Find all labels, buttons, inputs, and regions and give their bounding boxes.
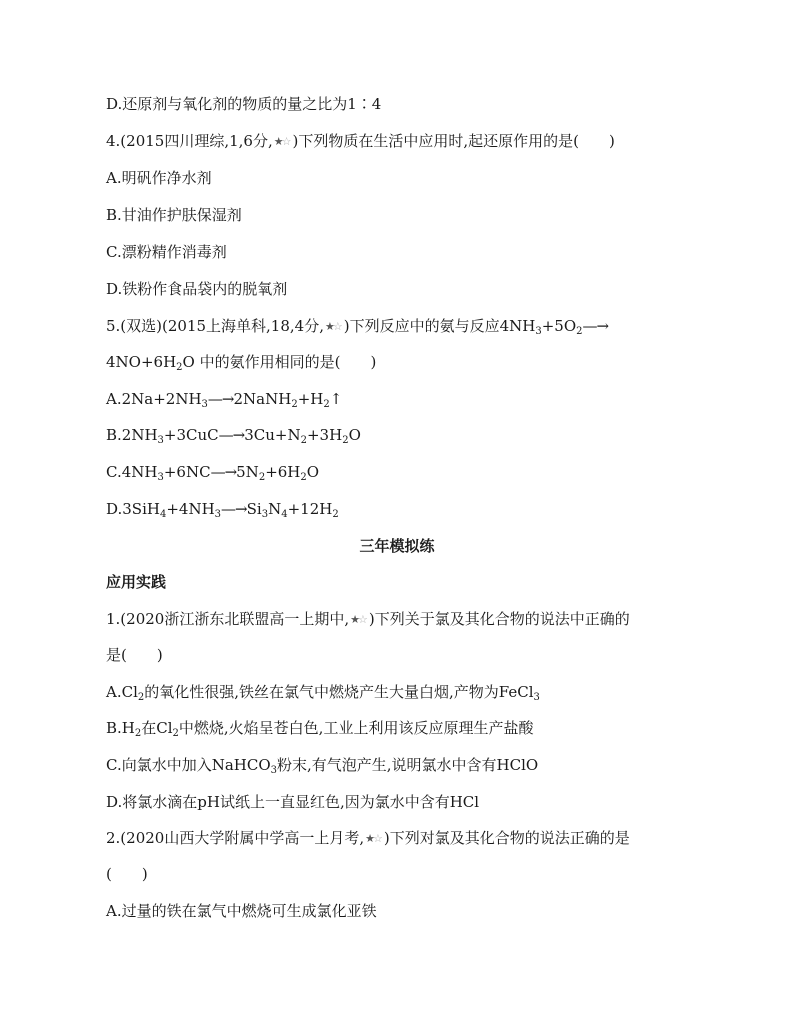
arrow-icon: —→	[221, 500, 247, 518]
option-line: A.明矾作净水剂	[106, 169, 212, 187]
question-5-stem-continued: $4NO+6H_2O$ 中的氨作用相同的是( )	[106, 353, 377, 373]
option-line: $C.4NH_3+6NC—\to 5N_2+6H_2O$	[106, 463, 320, 483]
option-line: $B.H_2$在$Cl_2$中燃烧,火焰呈苍白色,工业上利用该反应原理生产盐酸	[106, 719, 534, 739]
arrow-icon: —→	[582, 317, 609, 335]
option-line: D.将氯水滴在pH试纸上一直显红色,因为氯水中含有HCl	[106, 793, 480, 811]
arrow-icon: —→	[210, 463, 237, 481]
question-5-stem: 5.(双选)(2015上海单科,18,4分,★☆ )下列反应中的氨与反应$4NH_3+5O_2—\to$	[106, 317, 609, 337]
option-line: $D.3SiH_4+4NH_3—\to Si_3N_4+12H_2$	[106, 500, 339, 520]
difficulty-stars-icon: ★☆	[350, 613, 366, 626]
practice-2-stem-continued: ( )	[106, 865, 148, 883]
arrow-icon: —→	[218, 426, 245, 444]
difficulty-stars-icon: ★☆	[273, 135, 290, 148]
section-title: 三年模拟练	[359, 537, 435, 555]
option-line: C.漂粉精作消毒剂	[106, 243, 227, 261]
difficulty-stars-icon: ★☆	[324, 320, 341, 333]
option-line: D.铁粉作食品袋内的脱氧剂	[106, 280, 288, 298]
option-line: A.过量的铁在氯气中燃烧可生成氯化亚铁	[106, 902, 377, 920]
option-line: D.还原剂与氧化剂的物质的量之比为1∶4	[106, 95, 382, 113]
subsection-title: 应用实践	[106, 573, 167, 591]
difficulty-stars-icon: ★☆	[365, 832, 381, 845]
option-line: $A.Cl_2$的氧化性很强,铁丝在氯气中燃烧产生大量白烟,产物为FeCl$_3$	[106, 683, 540, 703]
question-4-stem: 4.(2015四川理综,1,6分,★☆ )下列物质在生活中应用时,起还原作用的是( )	[106, 132, 615, 150]
arrow-icon: —→	[207, 390, 234, 408]
practice-1-stem-continued: 是( )	[106, 646, 163, 664]
option-line: B.甘油作护肤保湿剂	[106, 206, 242, 224]
practice-1-stem: 1.(2020浙江浙东北联盟高一上期中,★☆ )下列关于氯及其化合物的说法中正确的	[106, 610, 630, 628]
option-line: C.向氯水中加入NaHCO$_3$粉末,有气泡产生,说明氯水中含有HClO	[106, 756, 539, 776]
option-line: $A.2Na+2NH_3—\to 2NaNH_2+H_2↑$	[106, 390, 343, 410]
option-line: $B.2NH_3+3CuC—\to 3Cu+N_2+3H_2O$	[106, 426, 361, 446]
practice-2-stem: 2.(2020山西大学附属中学高一上月考,★☆ )下列对氯及其化合物的说法正确的是	[106, 829, 630, 847]
